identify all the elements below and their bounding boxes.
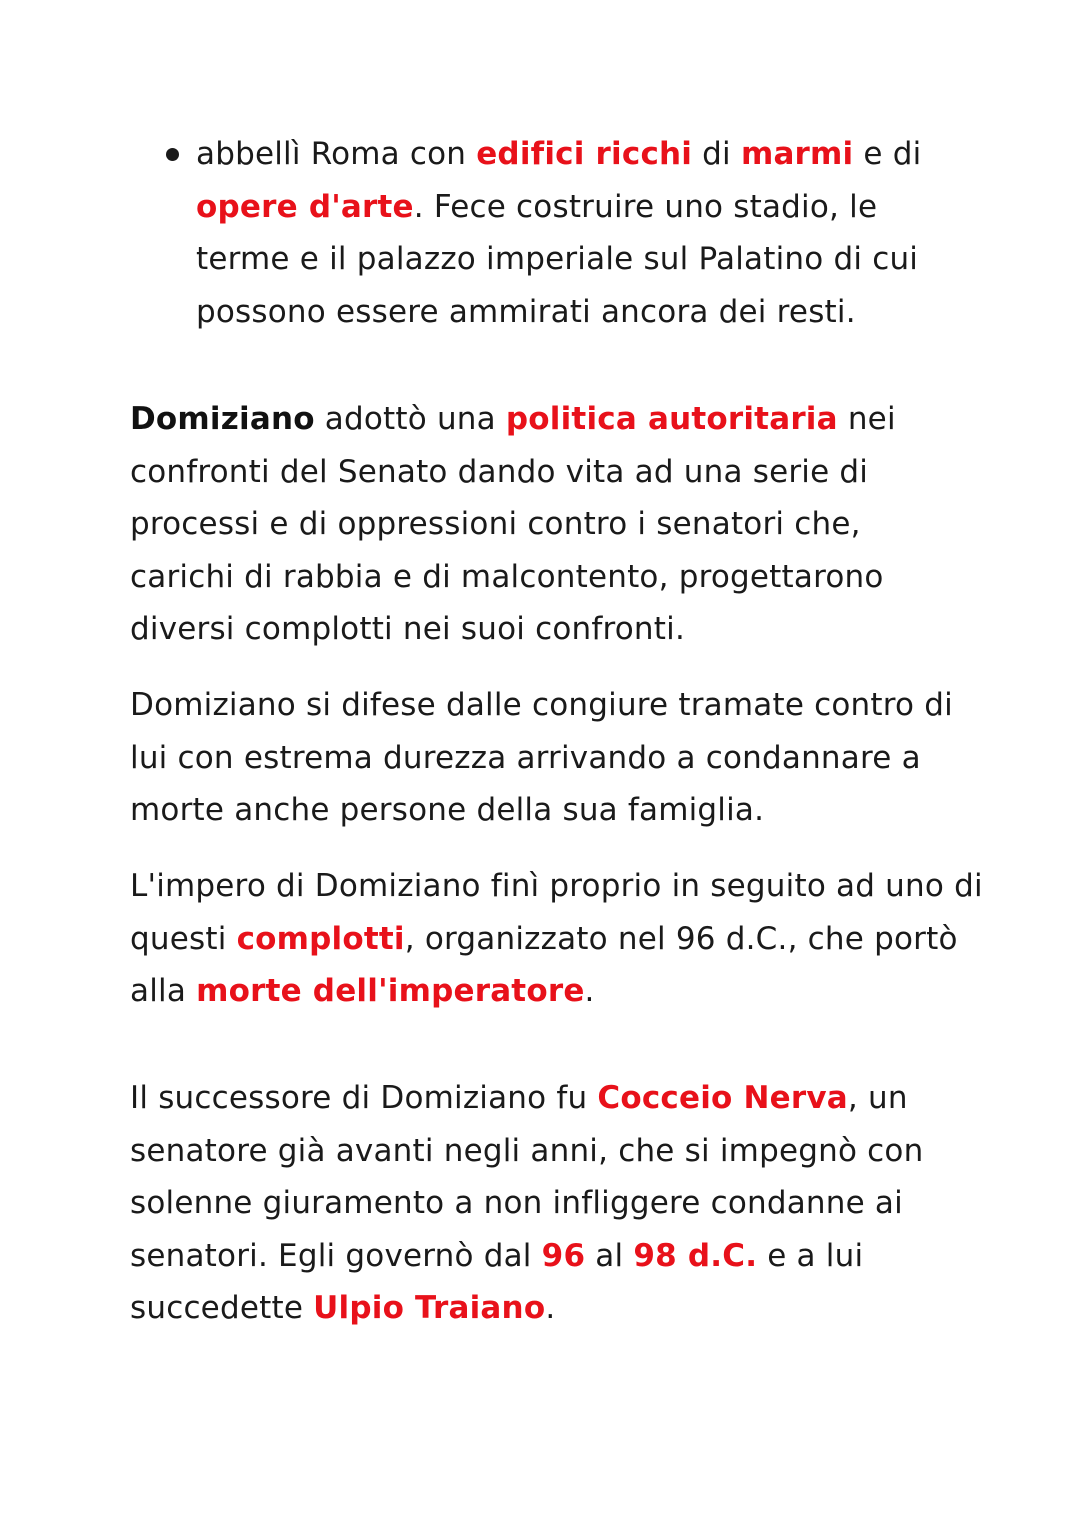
text-line: [130, 1072, 1010, 1125]
highlighted-term: morte dell'imperatore: [196, 973, 585, 1009]
highlighted-term: complotti: [236, 920, 405, 957]
text-line: [130, 784, 1010, 837]
text-line: [130, 498, 1010, 551]
text-run: questi: [130, 920, 237, 957]
text-run: solenne giuramento a non infliggere condanne ai: [130, 1185, 903, 1221]
text-run: confronti del Senato dando vita ad una serie di: [130, 453, 869, 490]
text-line: [130, 603, 1010, 656]
text-line: [130, 393, 1010, 446]
text-line: [196, 233, 996, 286]
text-run: L'impero di Domiziano finì proprio in seguito ad uno di: [130, 868, 983, 904]
highlighted-term: Cocceio Nerva: [597, 1080, 848, 1116]
text-line: [196, 181, 996, 234]
text-line: [130, 1282, 1010, 1335]
text-run: al: [585, 1237, 634, 1274]
text-run: .: [584, 973, 595, 1009]
text-line: [130, 732, 1010, 785]
highlighted-term: 98 d.C.: [633, 1237, 758, 1274]
text-run: carichi di rabbia e di malcontento, progettarono: [130, 558, 884, 595]
paragraph-successore: [130, 1072, 1010, 1335]
text-run: . Fece costruire uno stadio, le: [413, 188, 878, 225]
text-line: [130, 551, 1010, 604]
highlighted-term: edifici ricchi: [476, 136, 693, 172]
text-run: abbellì Roma con: [196, 136, 477, 172]
text-run: .: [545, 1290, 556, 1326]
text-run: senatore già avanti negli anni, che si impegnò con: [130, 1132, 924, 1169]
text-run: morte anche persone della sua famiglia.: [130, 792, 765, 828]
paragraph-fine-impero: [130, 860, 1010, 1018]
text-line: [130, 679, 1010, 732]
highlighted-term: marmi: [740, 136, 854, 172]
text-line: [130, 1177, 1010, 1230]
text-line: [130, 1125, 1010, 1178]
text-run: e di: [853, 136, 922, 172]
text-line: [130, 860, 1010, 913]
text-run: Domiziano si difese dalle congiure tramate contro di: [130, 687, 953, 723]
text-run: , un: [847, 1080, 908, 1116]
text-run: processi e di oppressioni contro i senatori che,: [130, 506, 861, 542]
text-line: [130, 446, 1010, 499]
text-run: succedette: [130, 1290, 314, 1326]
highlighted-term: politica autoritaria: [505, 401, 838, 437]
text-line: [130, 1230, 1010, 1283]
bullet-text: [196, 128, 996, 338]
paragraph-politica-autoritaria: [130, 393, 1010, 656]
text-run: di: [692, 136, 741, 172]
text-run: , organizzato nel 96 d.C., che portò: [404, 920, 958, 957]
bold-term: Domiziano: [130, 401, 315, 437]
highlighted-term: Ulpio Traiano: [313, 1290, 546, 1326]
highlighted-term: opere d'arte: [196, 188, 414, 225]
text-run: possono essere ammirati ancora dei resti.: [196, 293, 856, 330]
text-run: senatori. Egli governò dal: [130, 1237, 542, 1274]
text-line: [130, 913, 1010, 966]
text-line: [196, 128, 996, 181]
text-run: adottò una: [314, 401, 506, 437]
bullet-dot-icon: [166, 148, 179, 161]
text-run: nei: [837, 401, 896, 437]
text-run: diversi complotti nei suoi confronti.: [130, 611, 686, 647]
text-line: [196, 286, 996, 339]
text-run: e a lui: [757, 1237, 864, 1274]
highlighted-term: 96: [541, 1237, 586, 1274]
text-run: alla: [130, 973, 197, 1009]
text-run: Il successore di Domiziano fu: [130, 1080, 598, 1116]
text-run: terme e il palazzo imperiale sul Palatino di cui: [196, 241, 919, 277]
text-line: [130, 965, 1010, 1018]
paragraph-congiure: [130, 679, 1010, 837]
text-run: lui con estrema durezza arrivando a condannare a: [130, 739, 921, 776]
